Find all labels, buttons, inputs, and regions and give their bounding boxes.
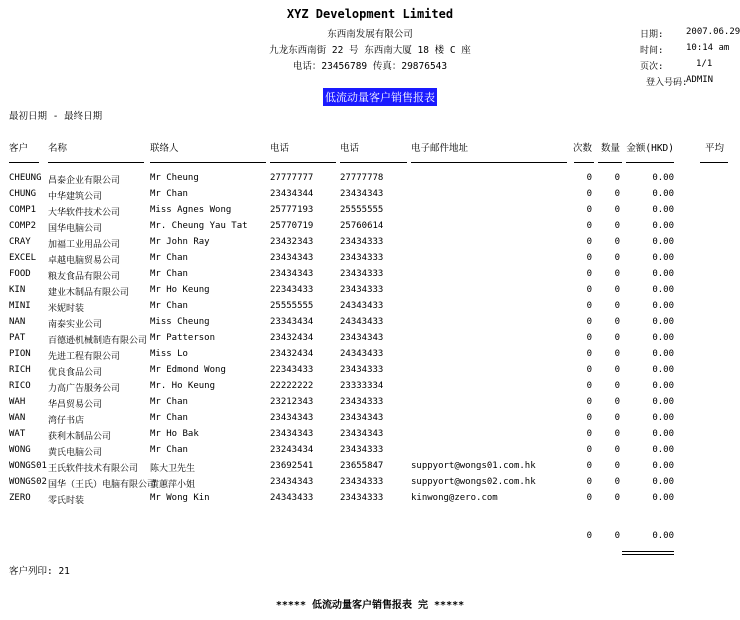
cell-qty: 0 [614,429,620,439]
header-underline [48,162,144,163]
cell-tel2: 23434333 [340,365,384,375]
cell-tel1: 23434343 [270,477,314,487]
cell-name: 大华软件技术公司 [48,208,121,218]
company-name-en: XYZ Development Limited [286,7,454,21]
cell-email: suppyort@wongs02.com.hk [411,477,536,487]
cell-tel2: 23434343 [340,429,384,439]
cell-tel2: 23434343 [340,413,384,423]
cell-times: 0 [586,301,592,311]
cell-tel1: 23212343 [270,397,314,407]
cell-code: COMP2 [9,221,37,231]
company-contact: 电话：23456789 传真：29876543 [292,61,448,72]
cell-qty: 0 [614,173,620,183]
cell-times: 0 [586,205,592,215]
cell-code: PAT [9,333,26,343]
cell-tel1: 23432343 [270,237,314,247]
table-row [0,461,740,477]
cell-tel1: 25555555 [270,301,314,311]
report-title: 低流动量客户销售报表 [323,88,437,106]
cell-amount: 0.00 [652,365,674,375]
cell-name: 先进工程有限公司 [48,352,121,362]
cell-qty: 0 [614,477,620,487]
cell-amount: 0.00 [652,493,674,503]
cell-qty: 0 [614,285,620,295]
cell-name: 米妮时装 [48,304,85,314]
cell-amount: 0.00 [652,413,674,423]
cell-tel2: 23655847 [340,461,384,471]
cell-tel1: 22222222 [270,381,314,391]
meta-login-label: 登入号码: [646,78,688,88]
table-row [0,221,740,237]
cell-tel1: 27777777 [270,173,314,183]
header-underline [574,162,594,163]
cell-tel1: 23432434 [270,333,314,343]
cell-name: 加福工业用品公司 [48,240,121,250]
cell-code: WONG [9,445,31,455]
cell-tel1: 25777193 [270,205,314,215]
cell-times: 0 [586,221,592,231]
cell-contact: 陈大卫先生 [150,464,196,474]
cell-amount: 0.00 [652,333,674,343]
cell-name: 零氏时装 [48,496,85,506]
cell-tel2: 27777778 [340,173,384,183]
cell-code: RICH [9,365,31,375]
cell-times: 0 [586,285,592,295]
table-row [0,205,740,221]
cell-contact: Mr Chan [150,413,188,423]
cell-qty: 0 [614,381,620,391]
cell-name: 百德逊机械制造有限公司 [48,336,148,346]
table-row [0,317,740,333]
cell-qty: 0 [614,317,620,327]
meta-page-value: 1/1 [696,59,713,69]
cell-contact: Mr John Ray [150,237,210,247]
cell-code: COMP1 [9,205,37,215]
table-row [0,477,740,493]
table-row [0,285,740,301]
cell-name: 昌泰企业有限公司 [48,176,121,186]
cell-tel2: 23434333 [340,269,384,279]
col-header-email: 电子邮件地址 [411,143,469,154]
col-header-qty: 数量 [600,143,620,154]
cell-amount: 0.00 [652,253,674,263]
cell-tel2: 23434343 [340,189,384,199]
cell-qty: 0 [614,189,620,199]
cell-qty: 0 [614,237,620,247]
cell-contact: Miss Lo [150,349,188,359]
cell-tel1: 25770719 [270,221,314,231]
cell-amount: 0.00 [652,205,674,215]
col-header-tel1: 电话 [270,143,290,154]
cell-contact: Miss Agnes Wong [150,205,232,215]
cell-qty: 0 [614,445,620,455]
cell-amount: 0.00 [652,349,674,359]
cell-email: kinwong@zero.com [411,493,498,503]
header-underline [411,162,567,163]
cell-tel2: 24343433 [340,301,384,311]
cell-times: 0 [586,397,592,407]
cell-tel2: 23434333 [340,477,384,487]
cell-amount: 0.00 [652,189,674,199]
cell-name: 力高广告服务公司 [48,384,121,394]
total-amount: 0.00 [652,531,674,541]
cell-name: 国华（王氏）电脑有限公司 [48,480,157,490]
cell-code: CHEUNG [9,173,42,183]
cell-tel2: 23434333 [340,285,384,295]
cell-amount: 0.00 [652,221,674,231]
cell-qty: 0 [614,253,620,263]
cell-times: 0 [586,317,592,327]
cell-amount: 0.00 [652,381,674,391]
cell-contact: Mr Chan [150,269,188,279]
cell-amount: 0.00 [652,301,674,311]
cell-times: 0 [586,237,592,247]
cell-times: 0 [586,493,592,503]
cell-contact: Mr Chan [150,301,188,311]
table-row [0,237,740,253]
header-underline [598,162,622,163]
cell-times: 0 [586,333,592,343]
cell-name: 建业木制品有限公司 [48,288,130,298]
cell-name: 优良食品公司 [48,368,103,378]
cell-code: WONGS01 [9,461,47,471]
cell-amount: 0.00 [652,445,674,455]
cell-qty: 0 [614,205,620,215]
cell-code: WAT [9,429,26,439]
total-double-underline [622,554,674,555]
table-row [0,445,740,461]
col-header-average: 平均 [704,143,724,154]
cell-code: CHUNG [9,189,37,199]
cell-amount: 0.00 [652,397,674,407]
cell-times: 0 [586,349,592,359]
col-header-code: 客户 [9,143,29,154]
cell-times: 0 [586,173,592,183]
cell-qty: 0 [614,301,620,311]
meta-login-value: ADMIN [686,75,714,85]
table-row [0,365,740,381]
cell-code: PION [9,349,31,359]
cell-tel2: 23434333 [340,445,384,455]
cell-code: ZERO [9,493,31,503]
cell-tel2: 23434333 [340,397,384,407]
cell-amount: 0.00 [652,173,674,183]
cell-tel2: 24343433 [340,349,384,359]
cell-amount: 0.00 [652,461,674,471]
cell-tel2: 23434333 [340,253,384,263]
total-qty: 0 [614,531,620,541]
cell-amount: 0.00 [652,477,674,487]
cell-times: 0 [586,413,592,423]
company-address: 九龙东西南街 22 号 东西南大厦 18 楼 C 座 [269,45,471,56]
cell-tel2: 25760614 [340,221,384,231]
cell-tel2: 23434343 [340,333,384,343]
cell-name: 南泰实业公司 [48,320,103,330]
cell-contact: Mr. Ho Keung [150,381,216,391]
cell-code: WAH [9,397,26,407]
cell-tel1: 23434343 [270,253,314,263]
cell-tel2: 24343433 [340,317,384,327]
cell-tel2: 23434333 [340,493,384,503]
cell-name: 华昌贸易公司 [48,400,103,410]
cell-times: 0 [586,365,592,375]
cell-code: NAN [9,317,26,327]
cell-tel1: 23432434 [270,349,314,359]
cell-tel1: 23434343 [270,413,314,423]
cell-name: 王氏软件技术有限公司 [48,464,139,474]
cell-code: KIN [9,285,26,295]
cell-code: WONGS02 [9,477,47,487]
cell-tel2: 25555555 [340,205,384,215]
header-underline [270,162,336,163]
table-row [0,493,740,509]
cell-tel1: 23434344 [270,189,314,199]
cell-contact: Mr Wong Kin [150,493,210,503]
header-underline [340,162,407,163]
cell-times: 0 [586,445,592,455]
cell-contact: Mr Chan [150,189,188,199]
table-row [0,429,740,445]
cell-code: FOOD [9,269,31,279]
table-row [0,189,740,205]
table-row [0,381,740,397]
cell-tel1: 23434343 [270,429,314,439]
cell-times: 0 [586,189,592,199]
cell-tel1: 22343433 [270,365,314,375]
cell-code: RICO [9,381,31,391]
cell-contact: Mr Chan [150,253,188,263]
cell-name: 国华电脑公司 [48,224,103,234]
cell-tel1: 22343433 [270,285,314,295]
cell-name: 黄氏电脑公司 [48,448,103,458]
header-underline [150,162,266,163]
col-header-amount: 金额(HKD) [626,143,674,154]
cell-amount: 0.00 [652,285,674,295]
cell-contact: Mr Cheung [150,173,199,183]
col-header-times: 次数 [572,143,592,154]
cell-qty: 0 [614,413,620,423]
cell-qty: 0 [614,461,620,471]
table-row [0,269,740,285]
table-row [0,333,740,349]
table-row [0,413,740,429]
cell-contact: Mr Patterson [150,333,216,343]
total-times: 0 [586,531,592,541]
cell-qty: 0 [614,349,620,359]
totals-row [0,531,740,547]
meta-time-label: 时间: [640,46,664,56]
company-name-cn: 东西南发展有限公司 [327,29,413,40]
date-range: 最初日期 - 最终日期 [9,111,103,122]
cell-qty: 0 [614,333,620,343]
cell-amount: 0.00 [652,237,674,247]
cell-times: 0 [586,381,592,391]
cell-name: 湾仔书店 [48,416,85,426]
header-underline [700,162,728,163]
cell-tel1: 23243434 [270,445,314,455]
cell-contact: Mr Chan [150,445,188,455]
cell-code: EXCEL [9,253,37,263]
cell-qty: 0 [614,493,620,503]
table-row [0,301,740,317]
cell-amount: 0.00 [652,317,674,327]
cell-times: 0 [586,253,592,263]
cell-contact: Mr Edmond Wong [150,365,226,375]
cell-tel2: 23434333 [340,237,384,247]
cell-contact: 黄蕙萍小姐 [150,480,196,490]
report-end-footer: ***** 低流动量客户销售报表 完 ***** [275,600,465,611]
header-underline [626,162,674,163]
cell-code: CRAY [9,237,31,247]
cell-times: 0 [586,269,592,279]
cell-code: WAN [9,413,26,423]
cell-name: 粮友食品有限公司 [48,272,121,282]
col-header-name: 名称 [48,143,68,154]
cell-contact: Mr. Cheung Yau Tat [150,221,248,231]
cell-amount: 0.00 [652,429,674,439]
meta-date-value: 2007.06.29 [686,27,740,37]
cell-tel1: 23692541 [270,461,314,471]
cell-tel1: 24343433 [270,493,314,503]
table-row [0,253,740,269]
cell-amount: 0.00 [652,269,674,279]
header-underline [9,162,39,163]
cell-email: suppyort@wongs01.com.hk [411,461,536,471]
cell-code: MINI [9,301,31,311]
cell-qty: 0 [614,221,620,231]
table-row [0,397,740,413]
cell-contact: Mr Ho Keung [150,285,210,295]
meta-page-label: 页次: [640,62,664,72]
cell-qty: 0 [614,397,620,407]
meta-date-label: 日期: [640,30,664,40]
cell-times: 0 [586,477,592,487]
table-row [0,173,740,189]
col-header-contact: 联络人 [150,143,179,154]
cell-times: 0 [586,461,592,471]
cell-contact: Mr Ho Bak [150,429,199,439]
cell-contact: Miss Cheung [150,317,210,327]
cell-qty: 0 [614,269,620,279]
cell-contact: Mr Chan [150,397,188,407]
table-row [0,349,740,365]
total-double-underline [622,551,674,552]
cell-times: 0 [586,429,592,439]
cell-tel2: 23333334 [340,381,384,391]
meta-time-value: 10:14 am [686,43,730,53]
customer-count: 客户列印: 21 [9,566,70,577]
cell-name: 卓越电脑贸易公司 [48,256,121,266]
col-header-tel2: 电话 [340,143,360,154]
cell-tel1: 23343434 [270,317,314,327]
cell-name: 获利木制品公司 [48,432,112,442]
cell-tel1: 23434343 [270,269,314,279]
cell-qty: 0 [614,365,620,375]
cell-name: 中华建筑公司 [48,192,103,202]
